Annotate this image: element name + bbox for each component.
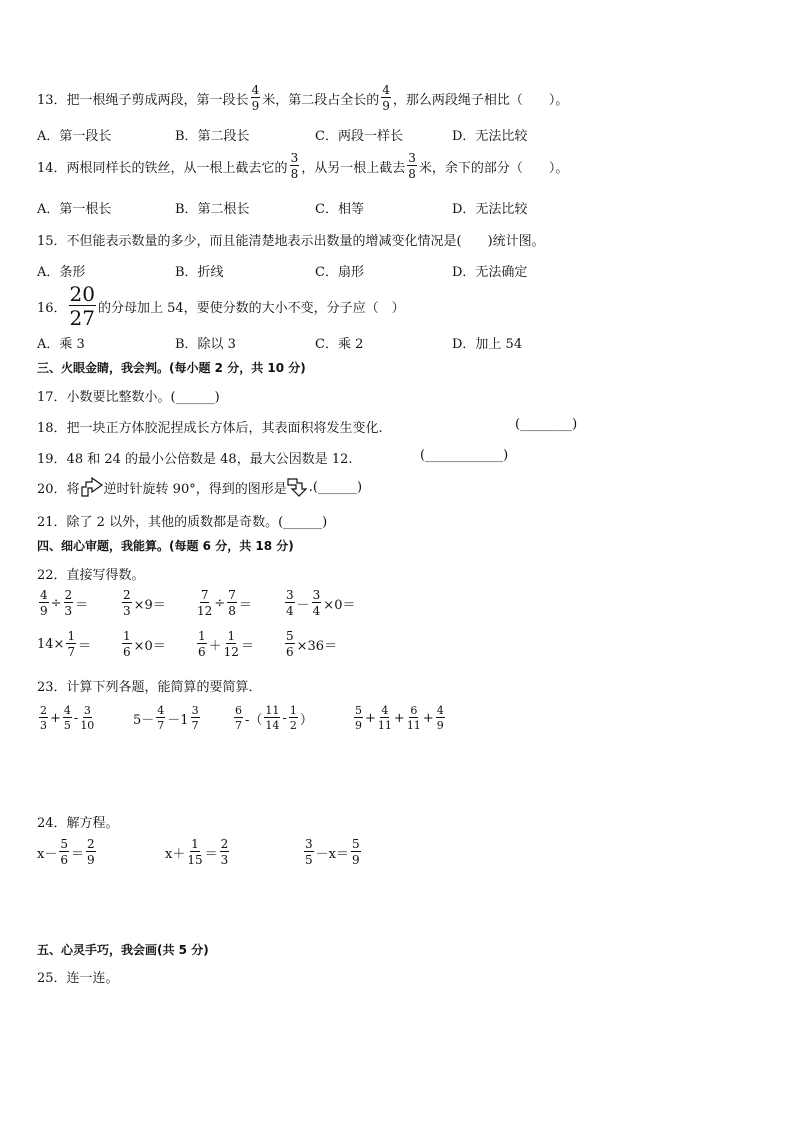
option-d: D．无法比较 <box>452 202 528 217</box>
question-20: 20．将 逆时针旋转 90°，得到的图形是 .(______) <box>37 477 362 497</box>
option-b: B．折线 <box>175 265 224 280</box>
option-a: A．条形 <box>37 265 86 280</box>
option-a: A．第一段长 <box>37 129 112 144</box>
fraction: $\frac{4}{9}$ <box>382 83 390 113</box>
question-23-title: 23．计算下列各题，能简算的要简算． <box>37 680 262 695</box>
option-b: B．第二根长 <box>175 202 250 217</box>
question-22-title: 22．直接写得数。 <box>37 568 145 583</box>
fraction: $\frac{3}{8}$ <box>408 151 416 181</box>
option-c: C．扇形 <box>315 265 364 280</box>
question-19: 19．48 和 24 的最小公倍数是 48，最大公因数是 12. <box>37 452 353 467</box>
fraction: $\frac{3}{8}$ <box>290 151 299 181</box>
option-c: C．两段一样长 <box>315 129 403 144</box>
fraction: $\frac{4}{9}$ <box>251 83 260 113</box>
fraction: $\frac{20}{27}$ <box>69 282 95 330</box>
calc-item: $\frac{7}{12}$ ÷ $\frac{7}{8}$ ＝ <box>197 588 252 618</box>
calc-item: $\frac{5}{6}$ ×36＝ <box>286 629 338 659</box>
question-14: 14． 两根同样长的铁丝，从一根上截去它的 $\frac{3}{8}$ ，从另一根上截去 $\frac{3}{8}$ 米，余下的部分（ ）。 <box>37 151 569 181</box>
question-15: 15．不但能表示数量的多少，而且能清楚地表示出数量的增减变化情况是( )统计图。 <box>37 234 545 249</box>
option-a: A．第一根长 <box>37 202 112 217</box>
shape-original-icon <box>80 477 104 497</box>
section-heading: 五、心灵手巧，我会画(共 5 分) <box>37 943 209 957</box>
question-25: 25．连一连。 <box>37 971 119 986</box>
option-c: C．相等 <box>315 202 364 217</box>
calc-item: $\frac{5}{9}$ + $\frac{4}{11}$ + $\frac{6}{11}$ + $\frac{4}{9}$ <box>355 704 444 732</box>
option-b: B．除以 3 <box>175 337 236 352</box>
calc-item: $\frac{1}{6}$ ×0＝ <box>123 629 166 659</box>
calc-item: $\frac{3}{4}$ － $\frac{3}{4}$ ×0＝ <box>286 588 356 618</box>
question-21: 21．除了 2 以外，其他的质数都是奇数。(______) <box>37 515 328 530</box>
calc-item: 14× $\frac{1}{7}$ ＝ <box>37 629 92 659</box>
calc-item: $\frac{1}{6}$ ＋ $\frac{1}{12}$ ＝ <box>198 629 254 659</box>
calc-item: $\frac{2}{3}$ ×9＝ <box>123 588 166 618</box>
calc-item: $\frac{2}{3}$ + $\frac{4}{5}$ - $\frac{3}{10}$ <box>40 704 95 732</box>
equation-item: $\frac{3}{5}$ －x＝ $\frac{5}{9}$ <box>305 837 360 867</box>
option-d: D．无法确定 <box>452 265 528 280</box>
answer-blank[interactable]: (________) <box>515 417 578 432</box>
option-d: D．加上 54 <box>452 337 523 352</box>
section-heading: 四、细心审题，我能算。(每题 6 分，共 18 分) <box>37 539 294 553</box>
equation-item: x＋ $\frac{1}{15}$ ＝ $\frac{2}{3}$ <box>165 837 229 867</box>
calc-item: $\frac{6}{7}$ -（ $\frac{11}{14}$ - $\frac{1}{2}$ ） <box>235 704 313 732</box>
section-heading: 三、火眼金睛，我会判。(每小题 2 分，共 10 分) <box>37 361 306 375</box>
answer-blank[interactable]: (____________) <box>420 448 509 463</box>
option-b: B．第二段长 <box>175 129 250 144</box>
calc-item: 5－ $\frac{4}{7}$ －1 $\frac{3}{7}$ <box>133 704 199 732</box>
question-24-title: 24．解方程。 <box>37 816 119 831</box>
question-16: 16． $\frac{20}{27}$ 的分母加上 54，要使分数的大小不变，分子应（ ） <box>37 282 405 330</box>
shape-rotated-icon <box>287 477 309 497</box>
option-c: C．乘 2 <box>315 337 364 352</box>
option-a: A．乘 3 <box>37 337 85 352</box>
calc-item: $\frac{4}{9}$ ÷ $\frac{2}{3}$ ＝ <box>40 588 89 618</box>
equation-item: x－ $\frac{5}{6}$ ＝ $\frac{2}{9}$ <box>37 837 95 867</box>
option-d: D．无法比较 <box>452 129 528 144</box>
question-18: 18．把一块正方体胶泥捏成长方体后，其表面积将发生变化. <box>37 421 383 436</box>
question-13: 13． 把一根绳子剪成两段，第一段长 $\frac{4}{9}$ 米，第二段占全长的 $\frac{4}{9}$ ，那么两段绳子相比（ ）。 <box>37 83 569 113</box>
question-17: 17．小数要比整数小。(______) <box>37 390 220 405</box>
